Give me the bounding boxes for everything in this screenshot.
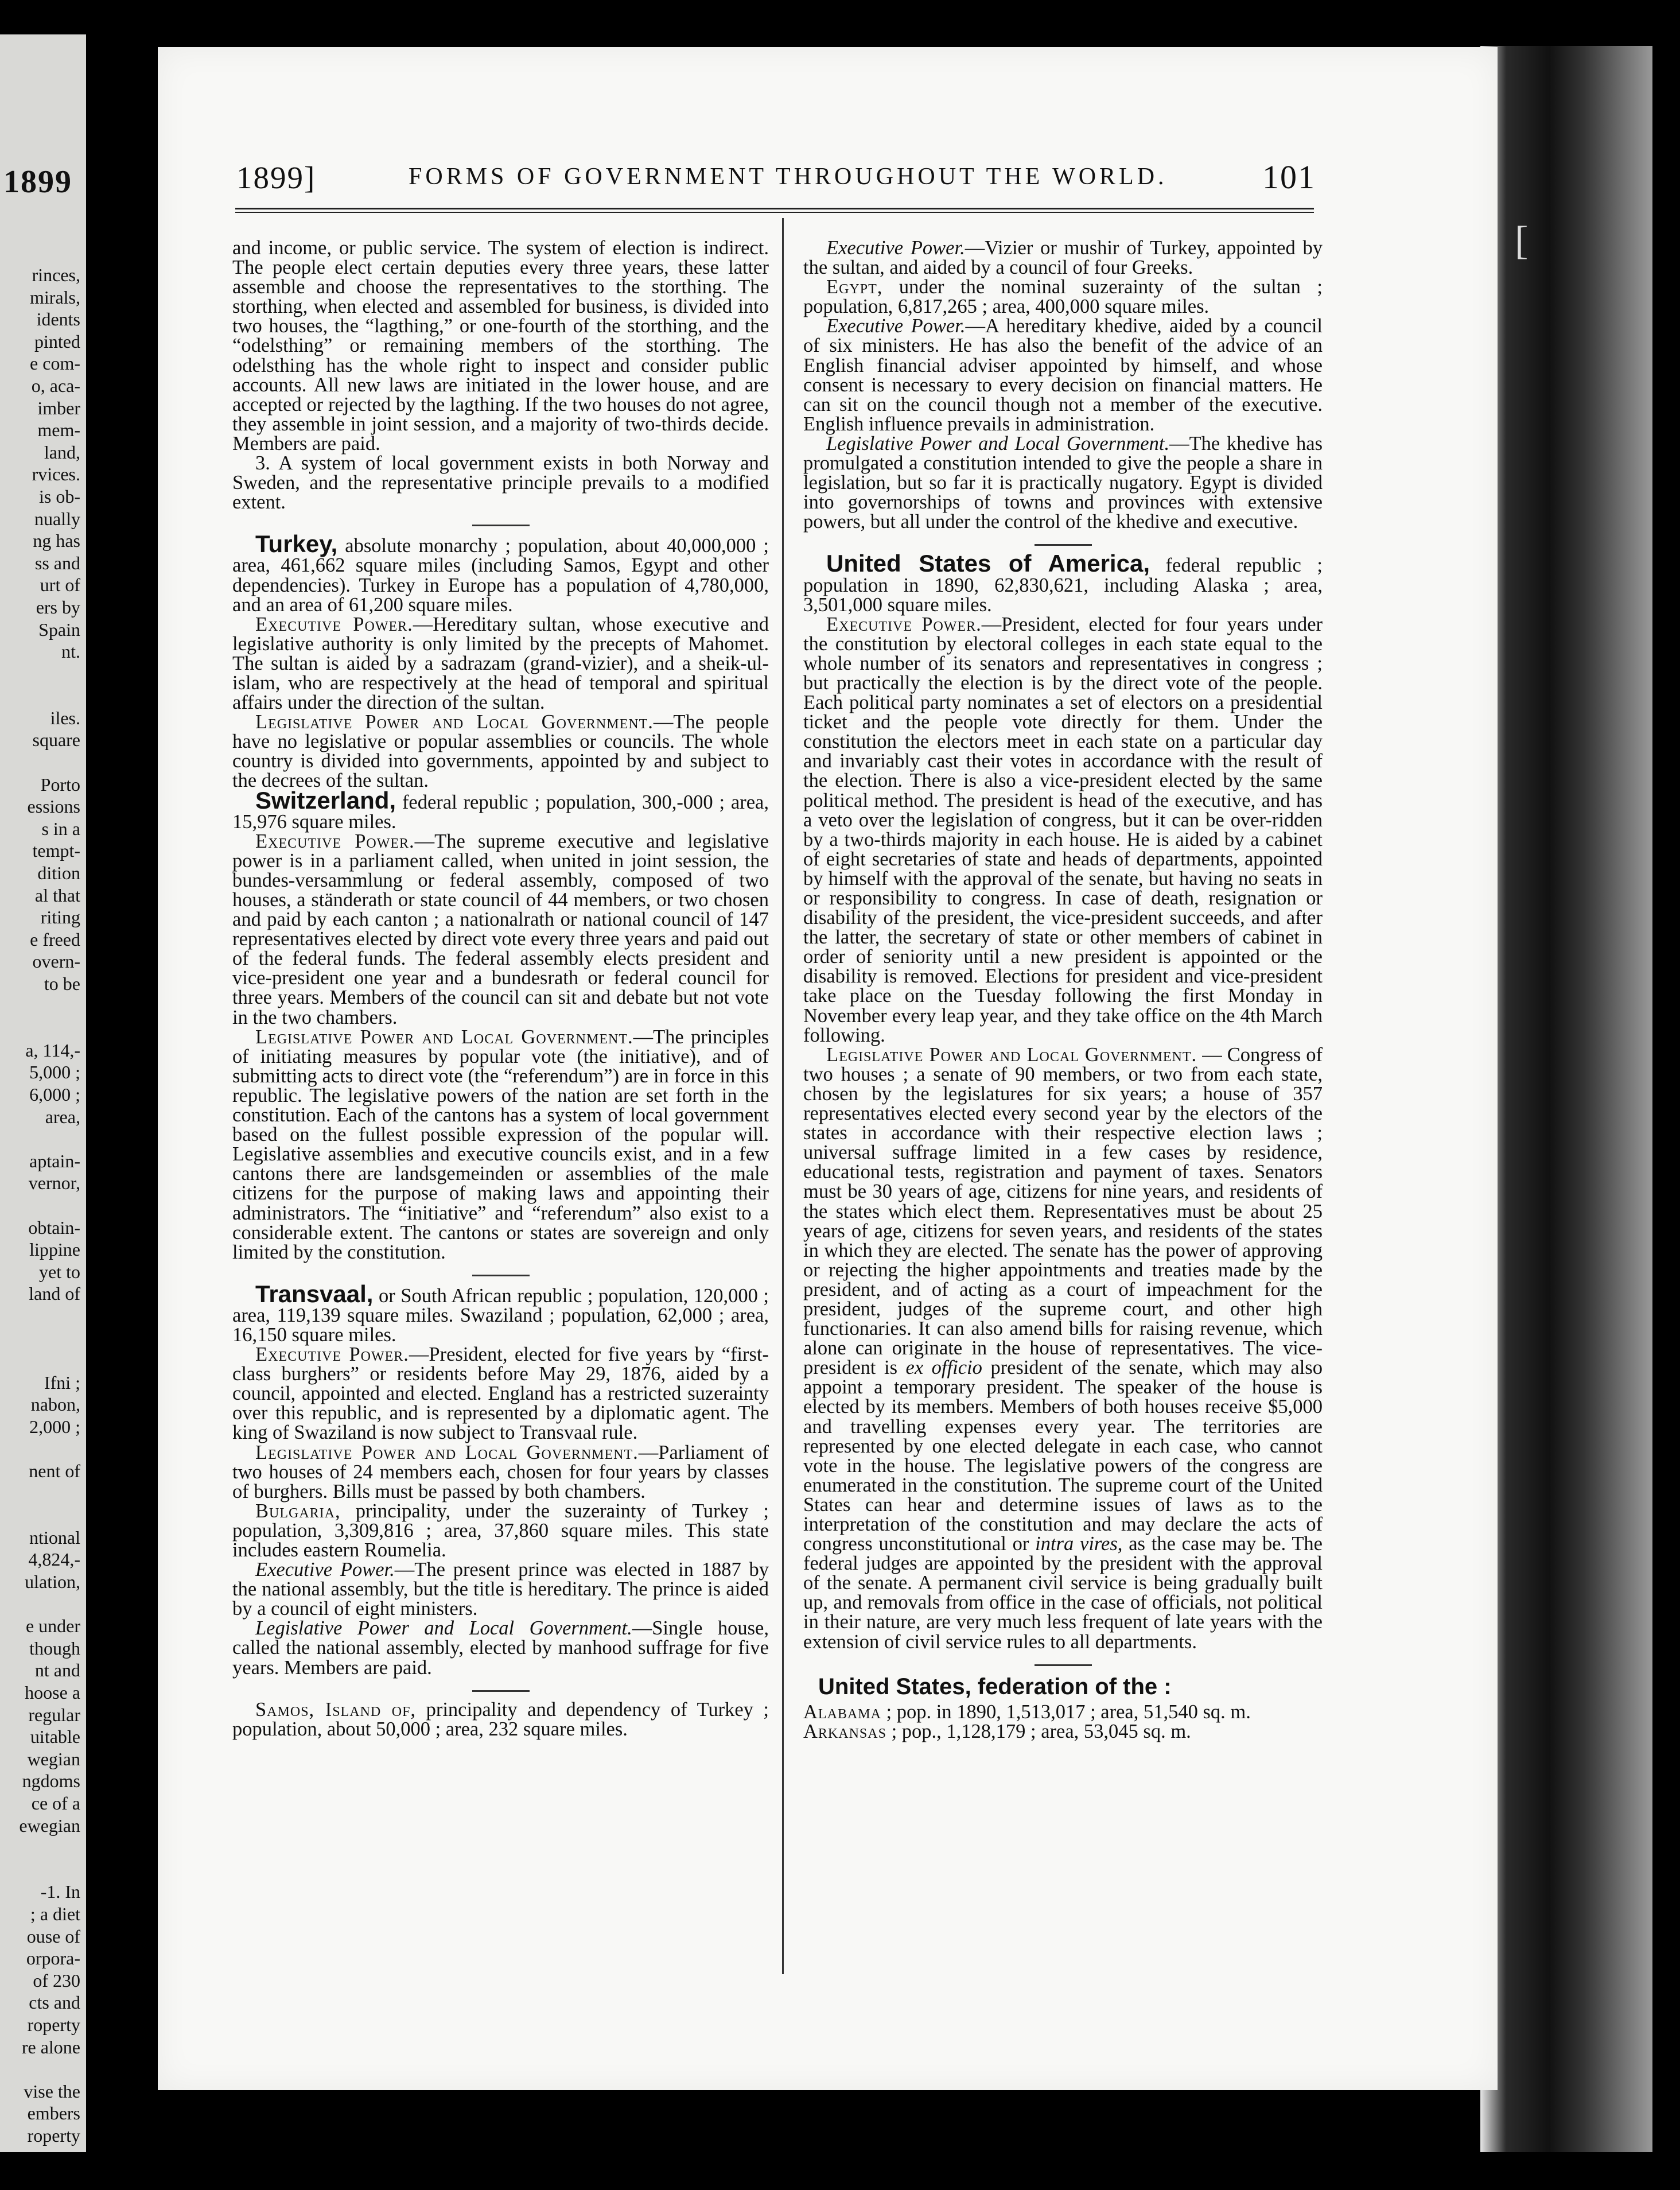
bulgaria-heading: Bulgaria,	[255, 1500, 341, 1522]
previous-page-text-fragments: rinces, mirals, idents pinted e com- o, aca- imber mem- land, rvices. is ob- nually ng has ss and urt of ers by Spain nt. iles. square Porto essions s in a tempt- dition al that riting e freed overn- to be a, 114,- 5,000 ; 6,000 ; area, aptain- vernor, obtain- lippine yet to land of Ifni ; nabon, 2,000 ; nent of ntional 4,824,- ulation, e under though nt and hoose a regular uitable wegian ngdoms ce of a ewegian -1. In ; a diet ouse of orpora- of 230 cts and roperty re alone vise the embers roperty	[19, 265, 80, 2146]
egypt-legislative: Legislative Power and Local Government.—The khedive has promulgated a constitution intended to give the people a share in legislation, but so far it is practically nugatory. Egypt is divided into governorships of towns and provinces with extensive powers, but all under the control of the khedive and executive.	[803, 432, 1323, 533]
book-page-edge: [	[1480, 46, 1652, 2152]
previous-page-edge	[0, 34, 88, 2152]
turkey-legislative: Legislative Power and Local Government.—The people have no legislative or popular assemblies or councils. The whole country is divided into governments, appointed by and subject to the decrees of the sultan.	[232, 711, 769, 792]
turkey-intro: Turkey, absolute monarchy ; population, about 40,000,000 ; area, 461,662 square miles (including Samos, Egypt and other dependencies). Turkey in Europe has a population of 4,780,000, and an area of 61,200 square miles.	[232, 530, 769, 616]
section-separator	[472, 525, 530, 526]
section-separator	[472, 1690, 530, 1692]
previous-page-header-year: 1899	[3, 164, 72, 200]
transvaal-intro: Transvaal, or South African republic ; population, 120,000 ; area, 119,139 square miles. Swaziland ; population, 62,000 ; area, 16,150 square miles.	[232, 1280, 769, 1346]
norway-local-government: 3. A system of local government exists in both Norway and Sweden, and the representative principle prevails to a modified extent.	[232, 452, 769, 514]
transvaal-executive: Executive Power.—President, elected for five years by “first-class burghers” or residents before May 29, 1876, aided by a council, appointed and elected. England has a restricted suzerainty over this republic, and is represented by a diplomatic agent. The king of Swaziland is now subject to Transvaal rule.	[232, 1343, 769, 1444]
header-rule	[235, 208, 1314, 213]
transvaal-heading: Transvaal,	[255, 1280, 374, 1307]
norway-continuation: and income, or public service. The system of election is indirect. The people elect certain deputies every three years, these latter assemble and choose the representatives to the storthing. The storthing, when elected and assembled for business, is divided into two houses, the “lagthing,” or one-fourth of the storthing, and the “odelsthing” or remaining members of the storthing. The odelsthing has the whole right to inspect and consider public accounts. All new laws are initiated in the lower house, and are accepted or rejected by the lagthing. If the two houses do not agree, they assemble in joint session, and a majority of two-thirds decide. Members are paid.	[232, 237, 769, 455]
samos-heading: Samos, Island of,	[255, 1698, 417, 1721]
running-header-title: FORMS OF GOVERNMENT THROUGHOUT THE WORLD.	[409, 164, 1168, 190]
page-number: 101	[1262, 158, 1316, 196]
switzerland-legislative: Legislative Power and Local Government.—The principles of initiating measures by popular vote (the initiative), and of submitting acts to direct vote (the “referendum”) are in force in this republic. The legislative powers of the nation are set forth in the constitution. Each of the cantons has a system of local government based on the fullest possible expression of the popular will. Legislative assemblies and executive councils exist, and in a few cantons there are landsgemeinden or assemblies of the male citizens for the purpose of making laws and appointing their administrators. The “initiative” and “referendum” also exist to a considerable extent. The cantons or states are sovereign and only limited by the constitution.	[232, 1026, 769, 1263]
switzerland-executive: Executive Power.—The supreme executive and legislative power is in a parliament called, when united in joint session, the bundes-versammlung or federal assembly, composed of two houses, a ständerath or state council of 44 members, or two chosen and paid by each canton ; a nationalrath or national council of 147 representatives elected by direct vote every three years and paid out of the federal funds. The federal assembly elects president and vice-president one year and a bundesrath or federal council for three years. Members of the council can sit and debate but not vote in the two chambers.	[232, 830, 769, 1028]
transvaal-legislative: Legislative Power and Local Government.—Parliament of two houses of 24 members each, chosen for four years by classes of burghers. Bills must be passed by both chambers.	[232, 1441, 769, 1502]
egypt-intro: Egypt, under the nominal suzerainty of the sultan ; population, 6,817,265 ; area, 400,000 square miles.	[803, 276, 1323, 318]
switzerland-intro: Switzerland, federal republic ; population, 300,-000 ; area, 15,976 square miles.	[232, 786, 769, 833]
bulgaria-executive: Executive Power.—The present prince was elected in 1887 by the national assembly, but the title is hereditary. The prince is aided by a council of eight ministers.	[232, 1559, 769, 1620]
usa-heading: United States of America,	[826, 550, 1150, 577]
section-separator	[472, 1275, 530, 1276]
turkey-dependency-executive: Executive Power.—Vizier or mushir of Turkey, appointed by the sultan, and aided by a council of four Greeks.	[803, 237, 1323, 279]
bulgaria-legislative: Legislative Power and Local Government.—Single house, called the national assembly, elected by manhood suffrage for five years. Members are paid.	[232, 1617, 769, 1679]
usa-executive: Executive Power.—President, elected for four years under the constitution by electoral colleges in each state equal to the whole number of its senators and representatives in congress ; but practically the election is by the direct vote of the people. Each political party nominates a set of electors on a presidential ticket and the people vote directly for them. Under the constitution the electors meet in each state on a particular day and invariably cast their votes in accordance with the result of the election. There is also a vice-president elected by the same political method. The president is head of the executive, and has a veto over the legislation of congress, but it can be over-ridden by a two-thirds majority in each house. He is aided by a cabinet of eight secretaries of state and heads of departments, appointed by himself with the approval of the senate, but having no seats in or responsibility to congress. In case of death, resignation or disability of the president, the vice-president succeeds, and after the latter, the secretary of state or other members of cabinet in order of seniority until a new president is appointed or the disability is removed. Elections for president and vice-president take place on the Tuesday following the first Monday in November every leap year, and they take office on the 4th March following.	[803, 613, 1323, 1046]
left-column	[232, 238, 769, 1739]
running-header-year: 1899]	[236, 160, 316, 195]
bulgaria-intro: Bulgaria, principality, under the suzerainty of Turkey ; population, 3,309,816 ; area, 37,860 square miles. This state includes eastern Roumelia.	[232, 1500, 769, 1561]
turkey-heading: Turkey,	[255, 530, 338, 558]
egypt-heading: Egypt,	[826, 276, 883, 298]
egypt-executive: Executive Power.—A hereditary khedive, aided by a council of six ministers. He has also the benefit of the advice of an English financial adviser appointed by himself, and whose consent is necessary to every decision on financial matters. He can sit on the council though not a member of the executive. English influence prevails in administration.	[803, 315, 1323, 435]
arkansas-entry: Arkansas ; pop., 1,128,179 ; area, 53,045 sq. m.	[803, 1720, 1191, 1742]
column-divider	[782, 218, 784, 1974]
switzerland-heading: Switzerland,	[255, 786, 396, 814]
usa-legislative: Legislative Power and Local Government. — Congress of two houses ; a senate of 90 members, or two from each state, chosen by the legislatures for six years; a house of 357 representatives elected every second year by the electors of the states in accordance with their respective election laws ; universal suffrage limited in a few cases by residence, educational tests, registration and payment of taxes. Senators must be 30 years of age, citizens for nine years, and residents of the states which elect them. Representatives must be about 25 years of age, citizens for seven years, and residents of the states in which they are elected. The senate has the power of approving or rejecting the higher appointments and treaties made by the president, and of acting as a court of impeachment for the president, judges of the supreme court, and other high functionaries. It can also amend bills for raising revenue, which alone can originate in the house of representatives. The vice-president is ex officio president of the senate, which may also appoint a temporary president. The speaker of the house is elected by its members. Members of both houses receive $5,000 and travelling expenses every year. The territories are represented by one elected delegate in each case, who cannot vote in the house. The legislative powers of the congress are enumerated in the constitution. The supreme court of the United States can hear and determine issues of laws as to the interpretation of the constitution and may declare the acts of congress unconstitutional or intra vires, as the case may be. The federal judges are appointed by the president with the approval of the senate. A permanent civil service is being gradually built up, and removals from office in the case of officials, not political in their nature, are very much less frequent of late years with the extension of civil service rules to all departments.	[803, 1043, 1323, 1653]
usa-intro: United States of America, federal republic ; population in 1890, 62,830,621, including Alaska ; area, 3,501,000 square miles.	[803, 550, 1323, 616]
federation-heading: United States, federation of the :	[818, 1673, 1172, 1699]
section-separator	[1035, 544, 1092, 546]
turkey-executive: Executive Power.—Hereditary sultan, whose executive and legislative authority is only limited by the precepts of Mahomet. The sultan is aided by a sadrazam (grand-vizier), and a sheik-ul-islam, who are respectively at the head of temporal and spiritual affairs under the direction of the sultan.	[232, 613, 769, 714]
samos-entry: Samos, Island of, principality and dependency of Turkey ; population, about 50,000 ; area, 232 square miles.	[232, 1698, 769, 1740]
right-column	[803, 238, 1323, 1741]
alabama-entry: Alabama ; pop. in 1890, 1,513,017 ; area, 51,540 sq. m.	[803, 1700, 1251, 1723]
section-separator	[1035, 1664, 1092, 1666]
